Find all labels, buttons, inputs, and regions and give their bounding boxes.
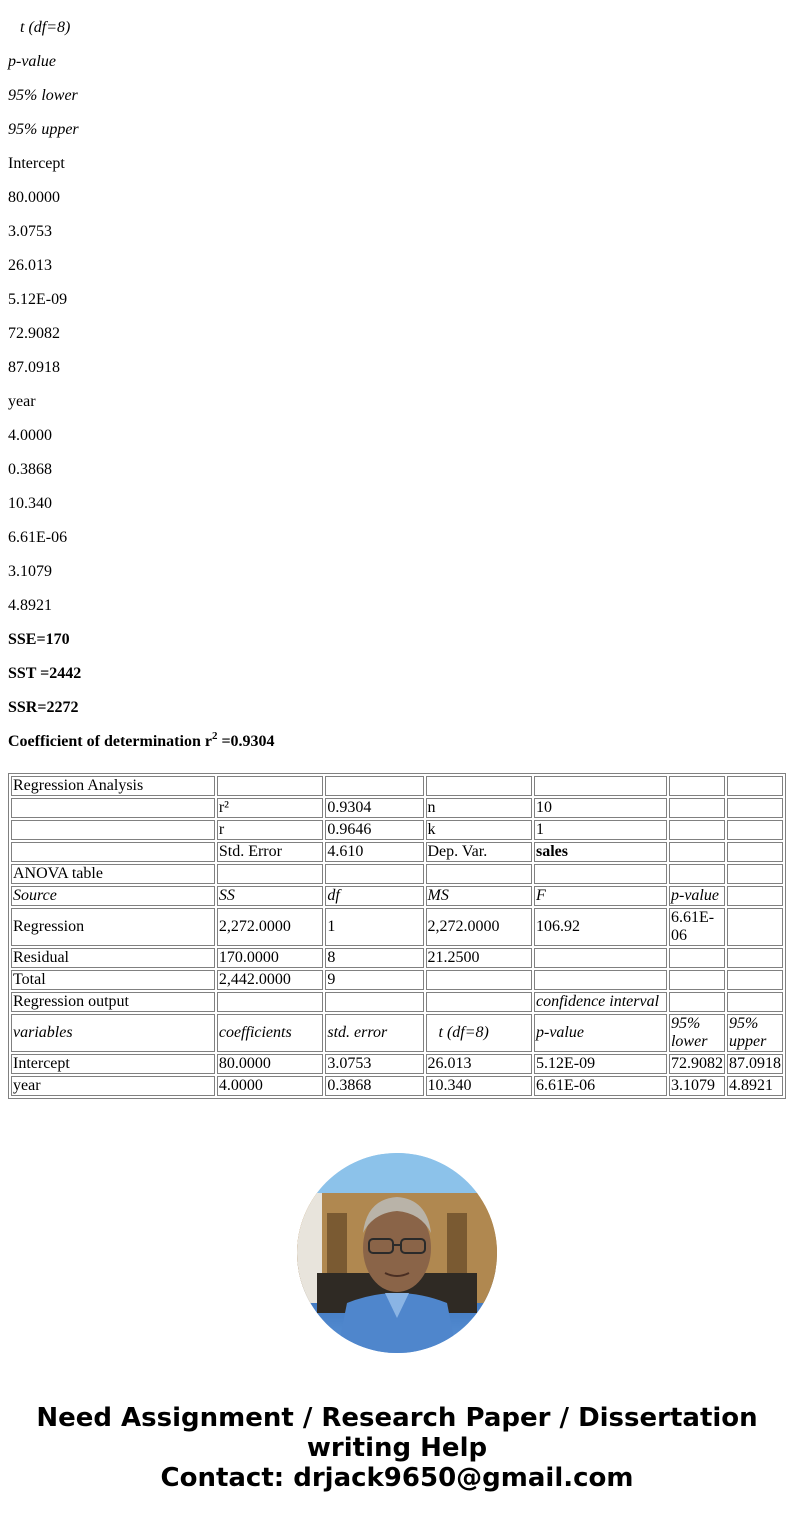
table-cell: 170.0000: [217, 948, 324, 968]
table-cell: [217, 776, 324, 796]
table-cell: 5.12E-09: [534, 1054, 667, 1074]
table-cell: [727, 842, 783, 862]
table-cell: [534, 948, 667, 968]
table-cell: 3.0753: [325, 1054, 423, 1074]
stack-line: 10.340: [8, 495, 52, 512]
table-cell: confidence interval: [534, 992, 667, 1012]
summary-row: [11, 820, 783, 840]
table-cell: 8: [325, 948, 423, 968]
table-cell: Regression: [11, 908, 215, 946]
cta-line-2: writing Help: [306, 1433, 488, 1463]
stack-line: t (df=8): [20, 19, 71, 36]
stack-line: 0.3868: [8, 461, 52, 478]
table-cell: [325, 992, 423, 1012]
table-cell: Intercept: [11, 1054, 215, 1074]
table-cell: r²: [217, 798, 324, 818]
stack-line: 5.12E-09: [8, 291, 68, 308]
table-cell: 3.1079: [669, 1076, 725, 1096]
cod-superscript: 2: [211, 729, 218, 742]
table-cell: 1: [325, 908, 423, 946]
table-cell: [669, 992, 725, 1012]
table-cell: [669, 842, 725, 862]
table-cell: [727, 948, 783, 968]
stack-line: 87.0918: [8, 359, 60, 376]
table-cell: SS: [217, 886, 324, 906]
table-cell: 4.0000: [217, 1076, 324, 1096]
table-cell: [669, 948, 725, 968]
anova-title-row: [11, 864, 783, 884]
table-cell: [727, 776, 783, 796]
table-cell: Source: [11, 886, 215, 906]
table-cell: [534, 776, 667, 796]
table-cell: 72.9082: [670, 1055, 723, 1072]
table-cell: [669, 970, 725, 990]
table-cell: [727, 992, 783, 1012]
table-cell: [534, 864, 667, 884]
table-cell: k: [426, 820, 532, 840]
table-cell: 0.3868: [325, 1076, 423, 1096]
table-cell: [534, 970, 667, 990]
table-cell: [11, 842, 215, 862]
table-cell: 106.92: [534, 908, 667, 946]
table-cell: MS: [426, 886, 532, 906]
table-cell: [727, 908, 783, 946]
stack-line: SST =2442: [8, 665, 82, 682]
table-cell: std. error: [325, 1014, 423, 1052]
output-row: [11, 1054, 783, 1074]
table-cell: [669, 864, 725, 884]
stack-line: 6.61E-06: [8, 529, 68, 546]
cta-line-1: Need Assignment / Research Paper / Dissertation: [36, 1403, 758, 1433]
table-cell: 21.2500: [426, 948, 532, 968]
stack-line: 80.0000: [8, 189, 60, 206]
table-cell: variables: [11, 1014, 215, 1052]
table-cell: Regression Analysis: [11, 776, 215, 796]
table-cell: [727, 864, 783, 884]
table-cell: 95% lower: [669, 1014, 725, 1052]
table-cell: Regression output: [11, 992, 215, 1012]
table-cell: 2,442.0000: [217, 970, 324, 990]
table-cell: 87.0918: [727, 1054, 783, 1074]
table-cell: [217, 864, 324, 884]
regression-table: [8, 773, 786, 1099]
stack-line: 3.1079: [8, 563, 52, 580]
table-cell: [669, 820, 725, 840]
table-cell: 10.340: [426, 1076, 532, 1096]
table-cell: Dep. Var.: [426, 842, 532, 862]
table-cell: n: [426, 798, 532, 818]
output-title-row: [11, 992, 783, 1012]
stack-line: 3.0753: [8, 223, 52, 240]
table-cell: [426, 864, 532, 884]
table-cell: 0.9646: [325, 820, 423, 840]
table-cell: year: [11, 1076, 215, 1096]
table-cell: coefficients: [217, 1014, 324, 1052]
summary-row: [11, 842, 783, 862]
table-cell: 1: [534, 820, 667, 840]
contact-banner: [0, 1403, 794, 1493]
table-cell: 4.610: [325, 842, 423, 862]
stack-line: 72.9082: [8, 325, 60, 342]
table-cell: 6.61E-06: [669, 908, 725, 946]
cod-suffix: =0.9304: [217, 733, 275, 750]
cta-line-3: Contact: drjack9650@gmail.com: [160, 1463, 634, 1493]
title-row: [11, 776, 783, 796]
stack-line: SSR=2272: [8, 699, 79, 716]
table-cell: 10: [534, 798, 667, 818]
table-cell: F: [534, 886, 667, 906]
author-avatar: [297, 1153, 497, 1353]
anova-header-row: [11, 886, 783, 906]
table-cell: [727, 798, 783, 818]
table-cell: 95% upper: [727, 1014, 783, 1052]
table-cell: 6.61E-06: [534, 1076, 667, 1096]
table-cell: 80.0000: [217, 1054, 324, 1074]
table-cell: [325, 776, 423, 796]
table-cell: Total: [11, 970, 215, 990]
stack-line: year: [8, 393, 36, 410]
table-cell: [669, 776, 725, 796]
stack-line: 95% upper: [8, 121, 79, 138]
table-cell: [669, 798, 725, 818]
stack-line: 26.013: [8, 257, 52, 274]
table-cell: 26.013: [426, 1054, 532, 1074]
table-cell: 2,272.0000: [217, 908, 324, 946]
table-cell: 2,272.0000: [426, 908, 532, 946]
output-header-row: [11, 1014, 783, 1052]
table-cell: Std. Error: [217, 842, 324, 862]
table-cell: [11, 820, 215, 840]
table-cell: [727, 886, 783, 906]
cod-prefix: Coefficient of determination r: [8, 733, 212, 750]
table-cell: [11, 798, 215, 818]
table-cell: sales: [534, 842, 667, 862]
stack-line: 4.8921: [8, 597, 52, 614]
stack-line: p-value: [8, 53, 56, 70]
table-cell: [217, 992, 324, 1012]
stack-line: 4.0000: [8, 427, 52, 444]
table-cell: [426, 776, 532, 796]
table-cell: p-value: [534, 1014, 667, 1052]
stack-line: 95% lower: [8, 87, 78, 104]
table-cell: [426, 970, 532, 990]
table-cell: df: [325, 886, 423, 906]
table-cell: 9: [325, 970, 423, 990]
anova-row: [11, 908, 783, 946]
table-cell: r: [217, 820, 324, 840]
anova-row: [11, 948, 783, 968]
table-cell: [727, 970, 783, 990]
table-cell: 0.9304: [325, 798, 423, 818]
anova-row: [11, 970, 783, 990]
stack-line: SSE=170: [8, 631, 70, 648]
table-cell: Residual: [11, 948, 215, 968]
text-stack: [0, 0, 794, 714]
table-cell: [426, 992, 532, 1012]
stack-line: Intercept: [8, 155, 65, 172]
table-cell: 4.8921: [727, 1076, 783, 1096]
table-cell: ANOVA table: [11, 864, 215, 884]
coefficient-of-determination: [0, 729, 794, 751]
table-cell: p-value: [669, 886, 725, 906]
table-cell: [325, 864, 423, 884]
output-row: [11, 1076, 783, 1096]
table-cell: t (df=8): [426, 1014, 532, 1052]
summary-row: [11, 798, 783, 818]
table-cell: [727, 820, 783, 840]
